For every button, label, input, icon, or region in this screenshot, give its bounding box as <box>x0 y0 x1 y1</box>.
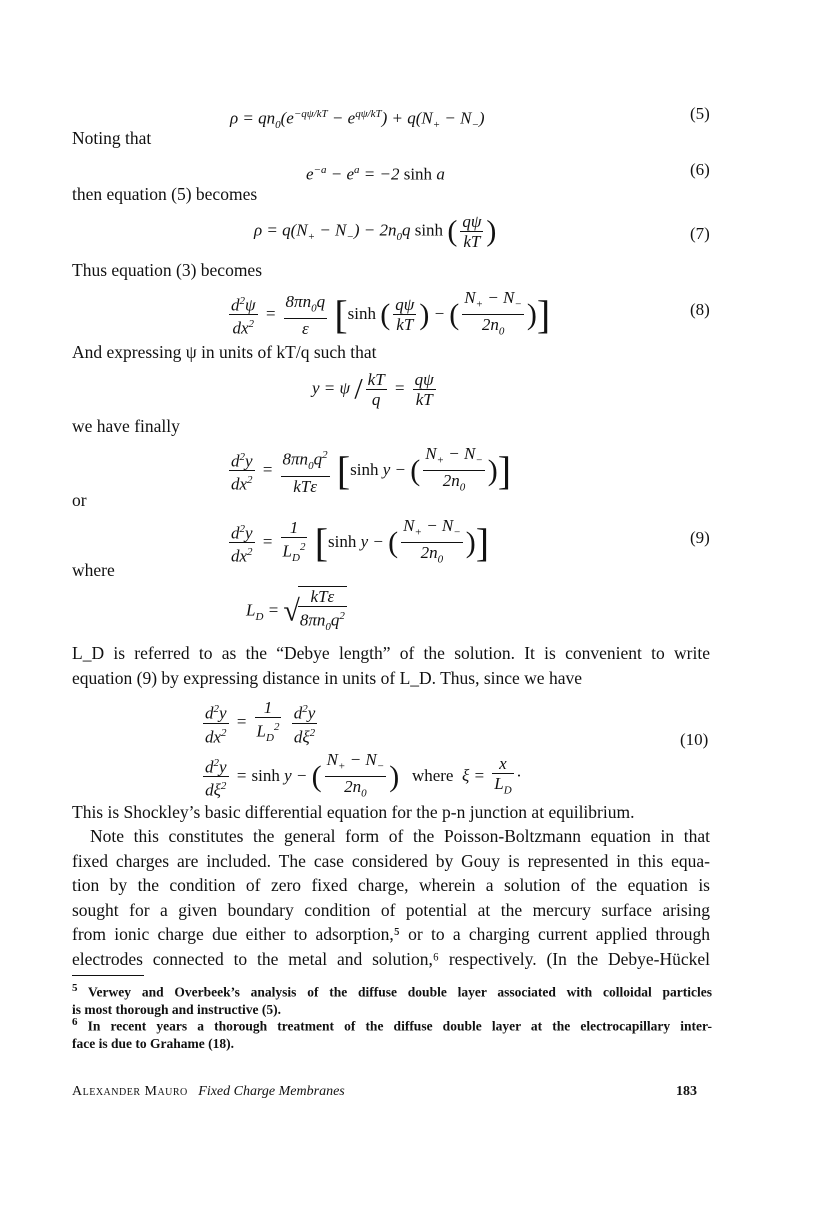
footnote-5 <box>72 980 712 1018</box>
equation-9: $\frac{d^2y}{dx^2}$ = $\frac{1}{L_D^2}$ [sinh y − ( $\frac{N_+ - N_-}{2n_0}$ )] <box>231 516 490 567</box>
equation-number-10: (10) <box>680 730 709 749</box>
equation-intermediate: $\frac{d^2y}{dx^2}$ = $\frac{8\pi n_0q^2}{\text{kTε}}$ [sinh y − ( $\frac{N_+ - N_-}{2n_0}$ )] <box>231 444 512 496</box>
footnote-line: face is due to Grahame (18). <box>72 1035 234 1051</box>
footnote-mark: 5 <box>72 982 78 994</box>
equation-y-definition: y = ψ / $\frac{kT}{q}$ = $\frac{q\psi}{kT}$ <box>312 370 434 409</box>
paragraph-line: Note this constitutes the general form of the Poisson-Boltzmann equation in that <box>90 826 710 846</box>
paragraph-line: tion by the condition of zero fixed charge, wherein a solution of the equation is <box>72 875 710 896</box>
paragraph-poisson-boltzmann <box>72 824 710 972</box>
text-we-have-finally: we have finally <box>72 416 180 436</box>
footnote-line: is most thorough and instructive (5). <box>72 1001 282 1017</box>
equation-5: $\rho = qn_0(e^{-q\psi/kT} - e^{q\psi/kT}) + q(N_+ - N_-)$ <box>230 108 485 132</box>
text-then-equation-5: then equation (5) becomes <box>72 184 258 204</box>
equation-number-6: (6) <box>690 160 710 179</box>
equation-10-line-1: $\frac{d^2y}{dx^2}$ = $\frac{1}{L_D^2}$ $\frac{d^2y}{d\xi^2}$ <box>205 698 316 747</box>
equation-number-5: (5) <box>690 104 710 123</box>
equation-number-8: (8) <box>690 300 710 319</box>
equation-number-9: (9) <box>690 528 710 547</box>
equation-number-7: (7) <box>690 224 710 243</box>
text-thus-equation-3: Thus equation (3) becomes <box>72 260 263 280</box>
page-number: 183 <box>676 1084 697 1099</box>
footnote-6 <box>72 1014 712 1052</box>
text-or: or <box>72 490 87 510</box>
equation-8: $\frac{d^2\psi}{dx^2}$ = $\frac{8\pi n_0q}{\varepsilon}$ [sinh ( $\frac{q\psi}{kT}$ ) − ( $\frac{N_+ - N_-}{2n_0}$ )] <box>231 288 551 339</box>
paragraph-line: sought for a given boundary condition of potential at the mercury surface arising <box>72 899 710 920</box>
footnote-divider <box>72 975 144 976</box>
paragraph-line: from ionic charge due either to adsorption,⁵ or to a charging current applied through <box>72 924 710 945</box>
paragraph-line: equation (9) by expressing distance in units of L_D. Thus, since we have <box>72 667 582 688</box>
equation-debye-length: $L_D$ = √ $\frac{\text{kTε}}{8\pi n_0q^2}$ <box>246 586 350 637</box>
equation-10-line-2: $\frac{d^2y}{d\xi^2}$ = sinh y − ( $\frac{N_+ - N_-}{2n_0}$ ) where ξ = $\frac{x}{L_D}$ · <box>205 750 521 801</box>
paragraph-debye-length <box>72 641 710 690</box>
text-shockley: This is Shockley’s basic differential equation for the p-n junction at equilibrium. <box>72 802 635 822</box>
footnote-line: $^5$ Verwey and Overbeek’s analysis of the diffuse double layer associated with colloidal particles <box>72 982 712 1000</box>
footer-title: Fixed Charge Membranes <box>198 1084 345 1099</box>
paragraph-line: electrodes connected to the metal and solution,⁶ respectively. (In the Debye-Hückel <box>72 948 710 969</box>
footer-author: Alexander Mauro <box>72 1084 188 1099</box>
equation-7: $\rho = q(N_+ - N_-) - 2n_0q$ sinh ( $\frac{q\psi}{kT}$ ) <box>254 212 497 251</box>
running-footer <box>72 1084 345 1100</box>
text-where: where <box>72 560 115 580</box>
equation-6: $e^{-a} - e^a = -2$ sinh a <box>306 164 445 184</box>
paragraph-line: L_D is referred to as the “Debye length” of the solution. It is convenient to write <box>72 643 710 663</box>
footnote-line: $^6$ In recent years a thorough treatment of the diffuse double layer at the electrocapillary inter- <box>72 1016 712 1034</box>
text-noting-that: Noting that <box>72 128 152 148</box>
paragraph-line: fixed charges are included. The case considered by Gouy is represented in this equa- <box>72 850 710 871</box>
text-and-expressing: And expressing ψ in units of kT/q such that <box>72 342 377 362</box>
footnote-mark: 6 <box>72 1016 78 1028</box>
